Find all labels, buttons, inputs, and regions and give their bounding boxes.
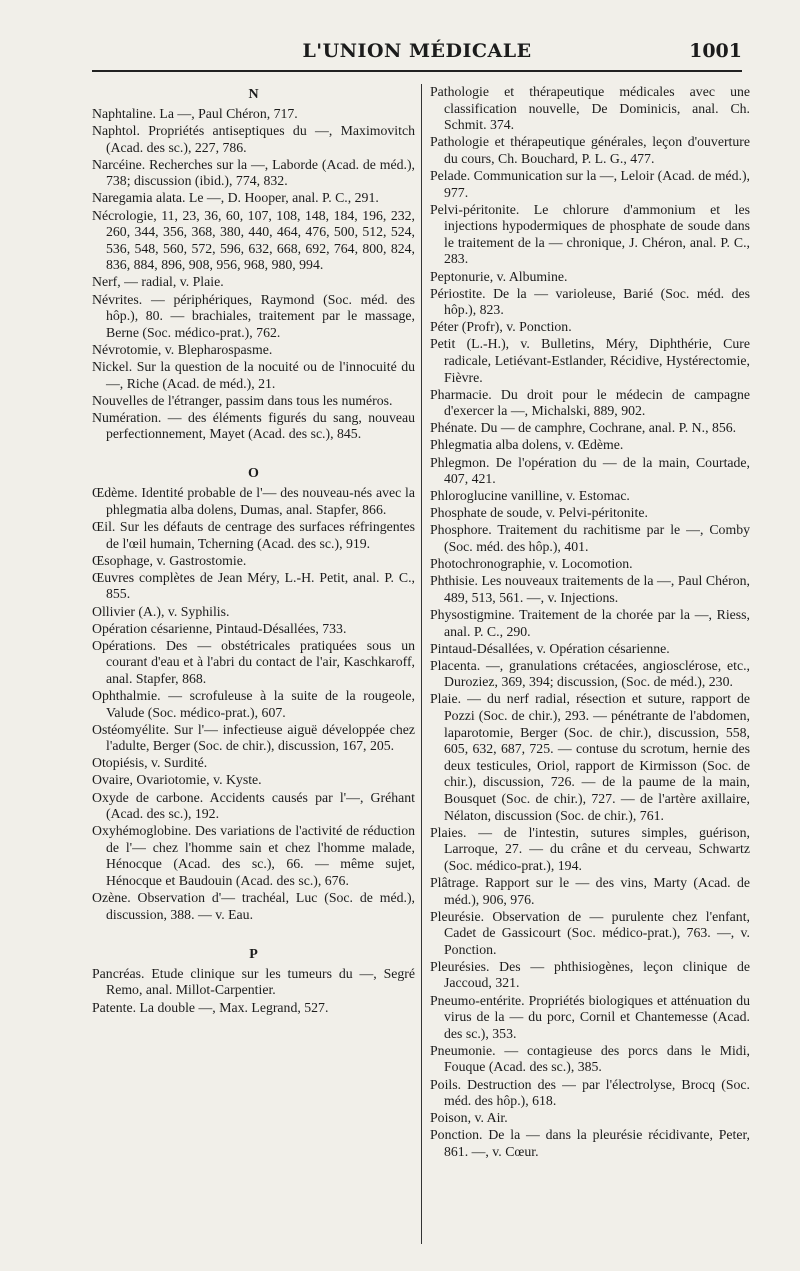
index-entry: Otopiésis, v. Surdité. (92, 755, 208, 771)
index-entry: Plâtrage. Rapport sur le — des vins, Marty (Acad. de méd.), 906, 976. (430, 874, 750, 907)
index-entry: Plaies. — de l'intestin, sutures simples, guérison, Larroque, 27. — du crâne et du cerveau, Schwartz (Soc. médico-prat.), 194. (430, 824, 750, 873)
index-entry: Petit (L.-H.), v. Bulletins, Méry, Diphthérie, Cure radicale, Letiévant-Estlander, Récidive, Hystérectomie, Fièvre. (430, 336, 750, 385)
index-entry: Nouvelles de l'étranger, passim dans tous les numéros. (92, 392, 393, 408)
index-entry: Périostite. De la — varioleuse, Barié (Soc. méd. des hôp.), 823. (430, 285, 750, 318)
index-entry: Pneumonie. — contagieuse des porcs dans le Midi, Fouque (Acad. des sc.), 385. (430, 1042, 750, 1075)
index-entry: Ozène. Observation d'— trachéal, Luc (Soc. de méd.), discussion, 388. — v. Eau. (92, 890, 415, 922)
index-entry: Phlegmatia alba dolens, v. Œdème. (430, 437, 624, 453)
index-entry: Pelade. Communication sur la —, Leloir (Acad. de méd.), 977. (430, 167, 750, 200)
section-letter-n: N (248, 87, 259, 102)
index-entry: Ophthalmie. — scrofuleuse à la suite de la rougeole, Valude (Soc. médico-prat.), 607. (92, 688, 415, 720)
index-entry: Phosphore. Traitement du rachitisme par le —, Comby (Soc. méd. des hôp.), 401. (430, 522, 750, 555)
index-entry: Nickel. Sur la question de la nocuité ou de l'innocuité du —, Riche (Acad. de méd.), 21. (92, 358, 415, 391)
index-entry: Phosphate de soude, v. Pelvi-péritonite. (430, 505, 648, 521)
index-entry: Oxyde de carbone. Accidents causés par l'—, Gréhant (Acad. des sc.), 192. (92, 789, 415, 822)
index-entry: Narcéine. Recherches sur la —, Laborde (Acad. de méd.), 738; discussion (ibid.), 774, 832. (92, 156, 415, 189)
column-divider (421, 84, 422, 1244)
index-entry: Pathologie et thérapeutique générales, leçon d'ouverture du cours, Ch. Bouchard, P. L. G., 477. (430, 134, 750, 166)
index-entry: Œil. Sur les défauts de centrage des surfaces réfringentes de l'œil humain, Tcherning (Acad. des sc.), 919. (92, 519, 415, 551)
index-entry: Pelvi-péritonite. Le chlorure d'ammonium et les injections hypodermiques de phosphate de soude dans le traitement de la — chronique, J. Chéron, anal. P. C., 283. (430, 201, 750, 267)
index-entry: Opérations. Des — obstétricales pratiquées sous un courant d'eau et à l'abri du contact de l'air, Kaschkaroff, anal. Stapfer, 868. (92, 637, 415, 686)
index-entry: Nerf, — radial, v. Plaie. (92, 274, 224, 290)
index-entry: Pathologie et thérapeutique médicales avec une classification nouvelle, De Dominicis, anal. Ch. Schmit. 374. (430, 84, 750, 133)
index-entry: Oxyhémoglobine. Des variations de l'activité de réduction de l'— chez l'homme sain et chez l'homme malade, Hénocque (Acad. des sc.), 66. — même sujet, Hénocque et Baudouin (Acad. des sc.), 676. (92, 823, 415, 889)
index-entry: Naphtaline. La —, Paul Chéron, 717. (92, 106, 298, 121)
index-entry: Ovaire, Ovariotomie, v. Kyste. (92, 772, 262, 788)
index-entry: Naphtol. Propriétés antiseptiques du —, Maximovitch (Acad. des sc.), 227, 786. (92, 123, 415, 155)
running-title: L'UNION MÉDICALE (302, 40, 532, 62)
index-entry: Pharmacie. Du droit pour le médecin de campagne d'exercer la —, Michalski, 889, 902. (430, 386, 750, 419)
section-letter-p: P (249, 946, 258, 962)
index-entry: Œdème. Identité probable de l'— des nouveau-nés avec la phlegmatia alba dolens, Dumas, anal. Stapfer, 866. (92, 485, 415, 517)
index-entry: Nécrologie, 11, 23, 36, 60, 107, 108, 148, 184, 196, 232, 260, 344, 356, 368, 380, 440, 464, 476, 500, 512, 524, 536, 548, 560, 572, 596, 632, 668, 692, 764, 800, 824, 836, 884, 896, 908, 956, 968, 980, 994. (92, 207, 415, 273)
index-entry: Opération césarienne, Pintaud-Désallées, 733. (92, 620, 347, 636)
page-header (92, 36, 742, 72)
index-entry: Pleurésies. Des — phthisiogènes, leçon clinique de Jaccoud, 321. (430, 958, 750, 991)
index-entry: Névrites. — périphériques, Raymond (Soc. méd. des hôp.), 80. — brachiales, traitement par le massage, Berne (Soc. médico-prat.), 762. (92, 291, 415, 340)
index-entry: Pintaud-Désallées, v. Opération césarienne. (430, 640, 670, 656)
index-entry: Œsophage, v. Gastrostomie. (92, 552, 247, 568)
index-entry: Pleurésie. Observation de — purulente chez l'enfant, Cadet de Gassicourt (Soc. médico-prat.), 763. —, v. Ponction. (430, 908, 750, 957)
right-column (430, 84, 750, 1254)
index-entry: Phthisie. Les nouveaux traitements de la —, Paul Chéron, 489, 513, 561. —, v. Injections. (430, 573, 750, 605)
index-entry: Névrotomie, v. Blepharospasme. (92, 341, 273, 357)
index-entry: Poils. Destruction des — par l'électrolyse, Brocq (Soc. méd. des hôp.), 618. (430, 1076, 750, 1109)
left-column (92, 84, 415, 1254)
index-entry: Patente. La double —, Max. Legrand, 527. (92, 999, 329, 1015)
page-number: 1001 (689, 40, 742, 62)
section-letter-o: O (248, 466, 259, 482)
index-entry: Péter (Profr), v. Ponction. (430, 319, 572, 335)
index-entry: Naregamia alata. Le —, D. Hooper, anal. P. C., 291. (92, 190, 379, 206)
index-entry: Œuvres complètes de Jean Méry, L.-H. Petit, anal. P. C., 855. (92, 569, 415, 602)
section-n-entries (92, 106, 415, 443)
index-entry: Ollivier (A.), v. Syphilis. (92, 603, 230, 619)
index-entry: Plaie. — du nerf radial, résection et suture, rapport de Pozzi (Soc. de chir.), 293. — pénétrante de l'abdomen, laparotomie, Berger (Soc. de chir.), discussion, 558, 605, 632, 687, 725. — contuse du scrotum, hernie des deux testicules, Oriol, rapport de Kirmisson (Soc. de chir.), discussion, 726. — de la paume de la main, Bousquet (Soc. de chir.), 727. — de l'artère axillaire, Nélaton, discussion (Soc. de chir.), 761. (430, 691, 750, 823)
index-entry: Photochronographie, v. Locomotion. (430, 556, 633, 572)
index-entry: Numération. — des éléments figurés du sang, nouveau perfectionnement, Mayet (Acad. des sc.), 845. (92, 409, 415, 442)
index-entry: Pneumo-entérite. Propriétés biologiques et atténuation du virus de la — du porc, Cornil et Chantemesse (Acad. des sc.), 353. (430, 992, 750, 1041)
index-entry: Ponction. De la — dans la pleurésie récidivante, Peter, 861. —, v. Cœur. (430, 1127, 750, 1159)
right-column-entries (430, 84, 750, 1161)
section-o-entries (92, 485, 415, 923)
section-p-entries (92, 966, 415, 1016)
index-entry: Phénate. Du — de camphre, Cochrane, anal. P. N., 856. (430, 420, 737, 436)
index-entry: Poison, v. Air. (430, 1110, 508, 1126)
index-entry: Physostigmine. Traitement de la chorée par la —, Riess, anal. P. C., 290. (430, 606, 750, 639)
index-entry: Pancréas. Etude clinique sur les tumeurs du —, Segré Remo, anal. Millot-Carpentier. (92, 965, 415, 998)
index-entry: Phlegmon. De l'opération du — de la main, Courtade, 407, 421. (430, 454, 750, 487)
index-entry: Phloroglucine vanilline, v. Estomac. (430, 488, 630, 504)
index-entry: Ostéomyélite. Sur l'— infectieuse aiguë développée chez l'adulte, Berger (Soc. de chir.), discussion, 167, 205. (92, 721, 415, 754)
index-entry: Placenta. —, granulations crétacées, angiosclérose, etc., Duroziez, 369, 394; discussion, (Soc. de méd.), 230. (430, 657, 750, 690)
index-entry: Peptonurie, v. Albumine. (430, 268, 568, 284)
